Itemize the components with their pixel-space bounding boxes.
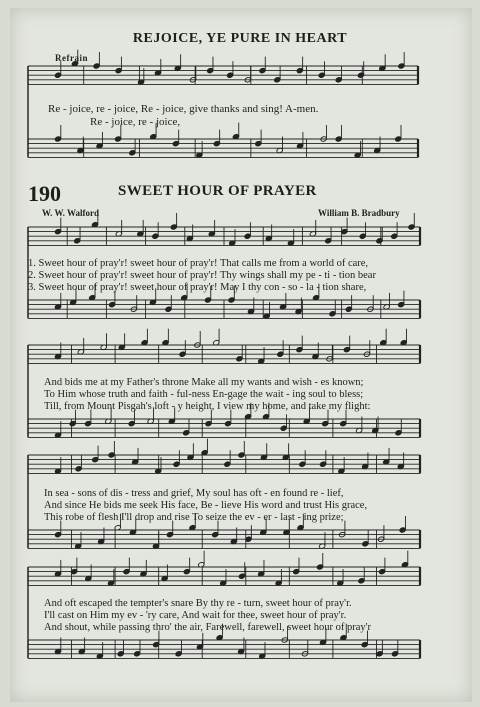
lyric-s4-v3: And shout, while passing thro' the air, Farewell, farewell, sweet hour of pray'r [44, 622, 372, 633]
lyric-s3-v3: This robe of flesh I'll drop and rise To seize the ev - er - last - ing prize; [44, 512, 344, 523]
lyric-s4-v2: I'll cast on Him my ev - 'ry care, And wait for thee, sweet hour of pray'r. [44, 610, 347, 621]
lyric-s4-v1: And oft escaped the tempter's snare By thy re - turn, sweet hour of pray'r. [44, 598, 352, 609]
lyric-s2-v2: To Him whose truth and faith - ful-ness En-gage the wait - ing soul to bless; [44, 389, 364, 400]
lyric-s1-v3: 3. Sweet hour of pray'r! sweet hour of pray'r! May I thy con - so - la - tion share, [28, 282, 367, 293]
lyric-s3-v1: In sea - sons of dis - tress and grief, My soul has oft - en found re - lief, [44, 488, 344, 499]
lyric-s1-v2: 2. Sweet hour of pray'r! sweet hour of pray'r! Thy wings shall my pe - ti - tion bear [28, 270, 376, 281]
top-lyric-line-2: Re - joice, re - joice, [90, 116, 181, 128]
refrain-label: Refrain [55, 53, 88, 63]
hymn-title: SWEET HOUR OF PRAYER [118, 183, 317, 199]
top-hymn-title: REJOICE, YE PURE IN HEART [132, 31, 348, 46]
lyric-s3-v2: And since He bids me seek His face, Be - lieve His word and trust His grace, [44, 500, 368, 511]
top-lyric-line-1: Re - joice, re - joice, Re - joice, give thanks and sing! A-men. [48, 103, 319, 115]
hymn-number: 190 [28, 181, 61, 206]
lyric-s2-v1: And bids me at my Father's throne Make all my wants and wish - es known; [44, 377, 364, 388]
hymn-composer: William B. Bradbury [318, 208, 400, 218]
hymn-author: W. W. Walford [42, 208, 100, 218]
lyric-s1-v1: 1. Sweet hour of pray'r! sweet hour of pray'r! That calls me from a world of care, [28, 258, 369, 269]
lyric-s2-v3: Till, from Mount Pisgah's loft - y height, I view my home, and take my flight: [44, 401, 371, 412]
